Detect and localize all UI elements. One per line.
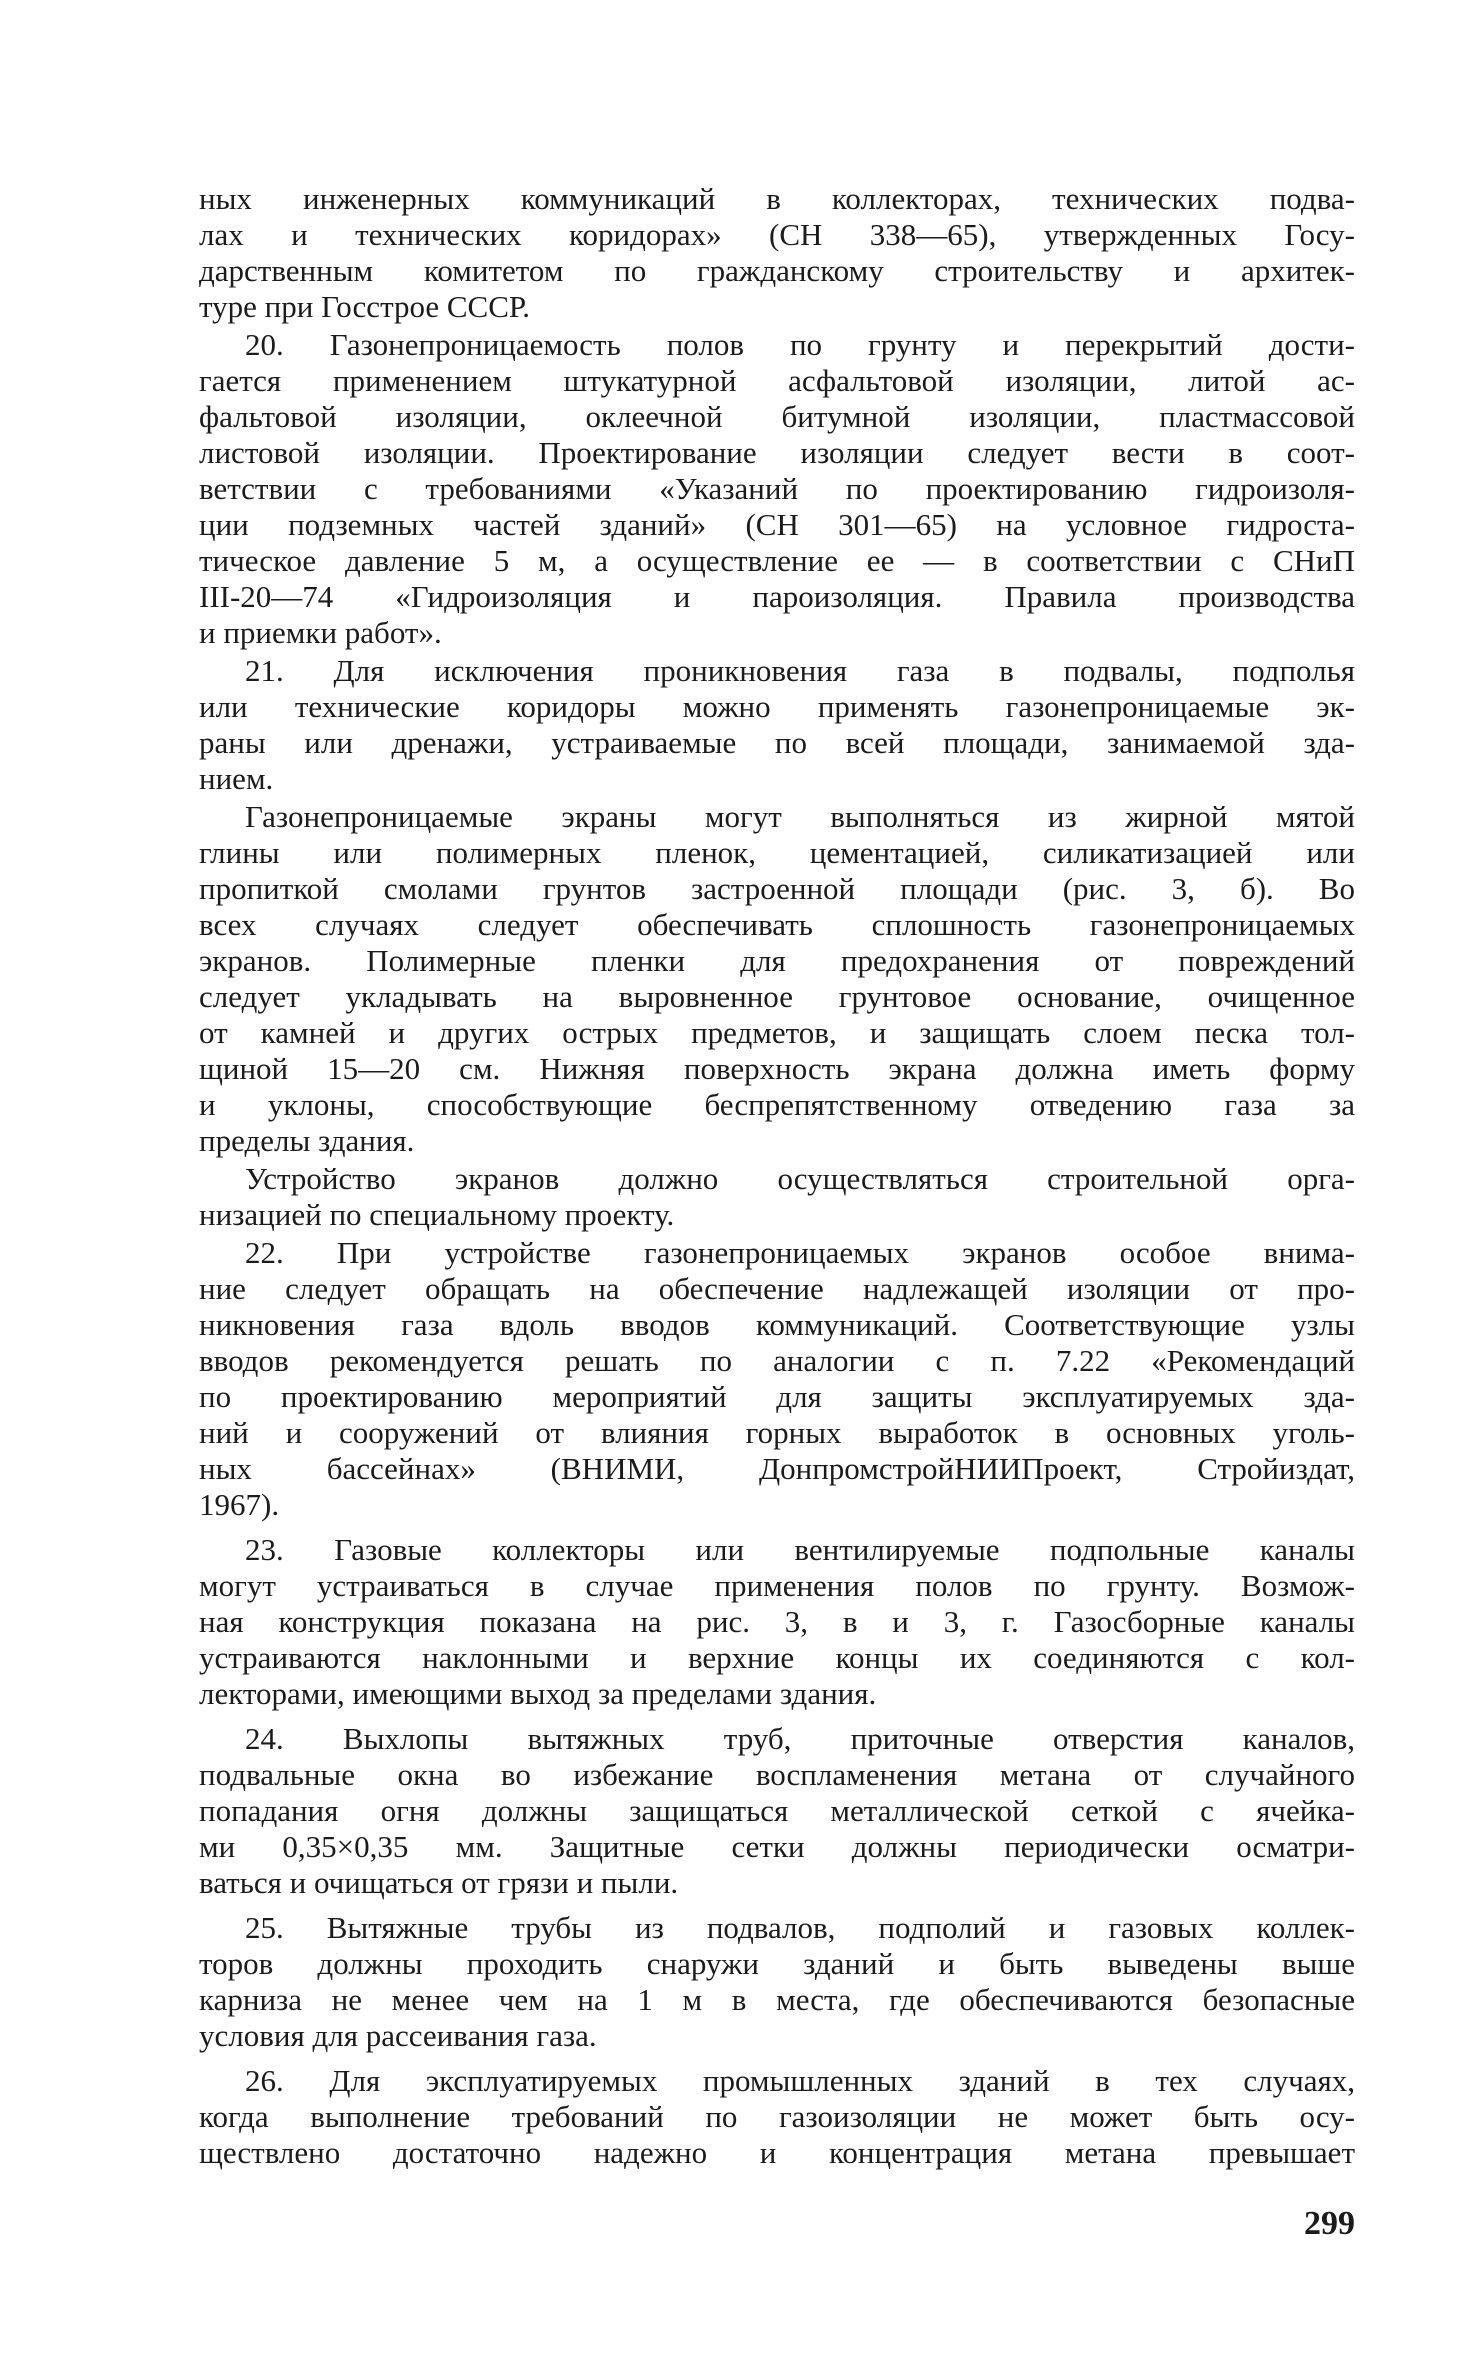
text-line: глины или полимерных пленок, цементацией, силикатизацией или [199,835,1355,870]
text-line: вводов рекомендуется решать по аналогии с п. 7.22 «Рекомендаций [199,1343,1355,1378]
paragraph [199,2063,1355,2171]
page-number: 299 [1304,2205,1355,2242]
text-line: никновения газа вдоль вводов коммуникаций. Соответствующие узлы [199,1307,1355,1342]
text-line: III-20—74 «Гидроизоляция и пароизоляция. Правила производства [199,579,1355,614]
text-line: 24. Выхлопы вытяжных труб, приточные отверстия каналов, [245,1721,1355,1756]
text-line: экранов. Полимерные пленки для предохранения от повреждений [199,943,1355,978]
text-line: фальтовой изоляции, оклеечной битумной изоляции, пластмассовой [199,399,1355,434]
paragraph [199,327,1355,651]
text-line: Газонепроницаемые экраны могут выполняться из жирной мятой [245,799,1355,834]
text-line: ние следует обращать на обеспечение надлежащей изоляции от про- [199,1271,1355,1306]
text-line: могут устраиваться в случае применения полов по грунту. Возмож- [199,1568,1355,1603]
text-line: лах и технических коридорах» (СН 338—65), утвержденных Госу- [199,217,1355,252]
paragraph [199,1910,1355,2054]
text-line: 21. Для исключения проникновения газа в подвалы, подполья [245,653,1355,688]
text-line: туре при Госстрое СССР. [199,289,531,324]
text-line: по проектированию мероприятий для защиты эксплуатируемых зда- [199,1379,1355,1414]
text-line: торов должны проходить снаружи зданий и быть выведены выше [199,1946,1355,1981]
text-line: от камней и других острых предметов, и защищать слоем песка тол- [199,1015,1355,1050]
text-line: карниза не менее чем на 1 м в места, где обеспечиваются безопасные [199,1982,1355,2017]
text-line: дарственным комитетом по гражданскому строительству и архитек- [199,253,1355,288]
text-line: ветствии с требованиями «Указаний по проектированию гидроизоля- [199,471,1355,506]
page-body-text [199,181,1355,2171]
text-line: пределы здания. [199,1123,415,1158]
text-line: пропиткой смолами грунтов застроенной площади (рис. 3, б). Во [199,871,1355,906]
paragraph [199,1532,1355,1712]
text-line: лекторами, имеющими выход за пределами здания. [199,1676,877,1711]
text-line: ная конструкция показана на рис. 3, в и 3, г. Газосборные каналы [199,1604,1355,1639]
text-line: низацией по специальному проекту. [199,1197,675,1232]
paragraph [199,1235,1355,1523]
text-line: 20. Газонепроницаемость полов по грунту и перекрытий дости- [245,327,1355,362]
text-line: условия для рассеивания газа. [199,2018,597,2053]
text-line: нием. [199,761,274,796]
text-line: щиной 15—20 см. Нижняя поверхность экрана должна иметь форму [199,1051,1355,1086]
text-line: следует укладывать на выровненное грунтовое основание, очищенное [199,979,1355,1014]
text-line: Устройство экранов должно осуществляться строительной орга- [245,1161,1355,1196]
text-line: ми 0,35×0,35 мм. Защитные сетки должны периодически осматри- [199,1829,1355,1864]
text-line: тическое давление 5 м, а осуществление ее — в соответствии с СНиП [199,543,1355,578]
text-line: гается применением штукатурной асфальтовой изоляции, литой ас- [199,363,1355,398]
paragraph [199,799,1355,1159]
text-line: или технические коридоры можно применять газонепроницаемые эк- [199,689,1355,724]
text-line: и уклоны, способствующие беспрепятственному отведению газа за [199,1087,1355,1122]
text-line: ции подземных частей зданий» (СН 301—65) на условное гидроста- [199,507,1355,542]
paragraph [199,181,1355,325]
text-line: 26. Для эксплуатируемых промышленных зданий в тех случаях, [245,2063,1355,2098]
text-line: когда выполнение требований по газоизоляции не может быть осу- [199,2099,1355,2134]
text-line: всех случаях следует обеспечивать сплошность газонепроницаемых [199,907,1355,942]
text-line: ществлено достаточно надежно и концентрация метана превышает [199,2135,1355,2170]
text-line: 22. При устройстве газонепроницаемых экранов особое внима- [245,1235,1355,1270]
text-line: и приемки работ». [199,615,442,650]
paragraph [199,1161,1355,1233]
text-line: подвальные окна во избежание воспламенения метана от случайного [199,1757,1355,1792]
text-line: листовой изоляции. Проектирование изоляции следует вести в соот- [199,435,1355,470]
text-line: ных бассейнах» (ВНИМИ, ДонпромстройНИИПроект, Стройиздат, [199,1451,1355,1486]
text-line: 23. Газовые коллекторы или вентилируемые подпольные каналы [245,1532,1355,1567]
paragraph [199,653,1355,797]
text-line: попадания огня должны защищаться металлической сеткой с ячейка- [199,1793,1355,1828]
text-line: 25. Вытяжные трубы из подвалов, подполий и газовых коллек- [245,1910,1355,1945]
text-line: ных инженерных коммуникаций в коллекторах, технических подва- [199,181,1355,216]
paragraph [199,1721,1355,1901]
text-line: 1967). [199,1487,280,1522]
text-line: устраиваются наклонными и верхние концы их соединяются с кол- [199,1640,1355,1675]
text-line: ний и сооружений от влияния горных выработок в основных уголь- [199,1415,1355,1450]
text-line: раны или дренажи, устраиваемые по всей площади, занимаемой зда- [199,725,1355,760]
text-line: ваться и очищаться от грязи и пыли. [199,1865,679,1900]
